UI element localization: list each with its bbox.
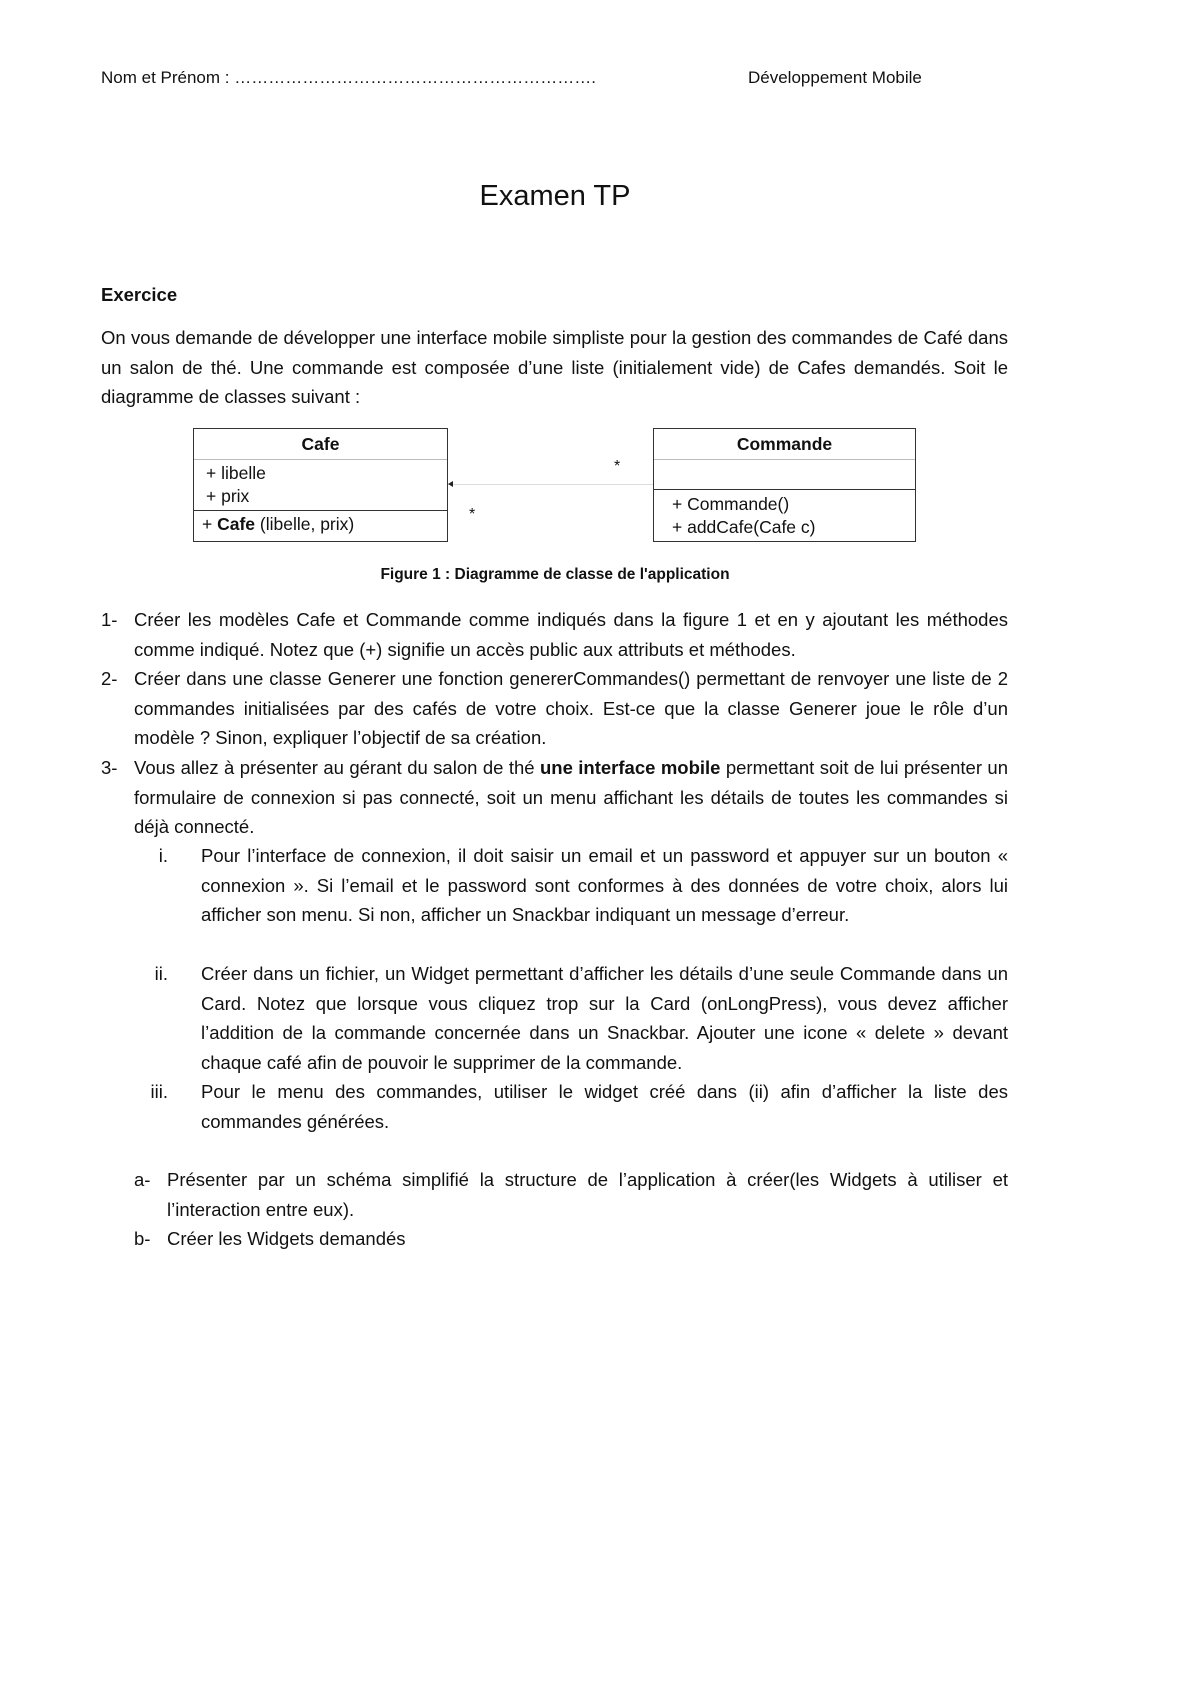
item-text: Créer les modèles Cafe et Commande comme indiqués dans la figure 1 et en y ajoutant les méthodes comme indiqué. Notez que (+) signifie un accès public aux attributs et méthodes. [134,609,1008,660]
arrow-head-icon [448,481,453,487]
task-text: Présenter par un schéma simplifié la structure de l’application à créer(les Widgets à utiliser et l’interaction entre eux). [167,1169,1008,1220]
attributes [194,460,447,510]
bold-text: une interface mobile [539,757,721,778]
method: + addCafe(Cafe c) [672,517,816,537]
subitem-number: iii. [150,1081,168,1102]
methods [654,490,915,541]
class-name: Cafe [194,429,447,460]
subitem-text: Créer dans un fichier, un Widget permettant d’afficher les détails d’une seule Commande dans un Card. Notez que lorsque vous cliquez trop sur la Card (onLongPress), vous devez afficher l’addition de la commande concernée dans un Snackbar. Ajouter une icone « delete » devant chaque café afin de pouvoir le supprimer de la commande. [201,963,1008,1073]
multiplicity: * [614,458,621,475]
page-title: Examen TP [479,180,631,212]
task-number: a- [134,1169,151,1190]
figure-caption: Figure 1 : Diagramme de classe de l'application [380,566,730,583]
method [194,510,447,538]
subitem-number: ii. [154,963,168,984]
item-number: 1- [101,609,118,630]
class-commande [653,428,916,542]
attribute: + prix [206,486,250,506]
name-field-label: Nom et Prénom : ………………………………………………………. [101,68,596,87]
method-prefix: + [202,514,218,534]
intro-paragraph: On vous demande de développer une interface mobile simpliste pour la gestion des commandes de Café dans un salon de thé. Une commande est composée d’une liste (initialement vide) de Cafes demandés. Soit le diagramme de classes suivant : [101,327,1008,407]
attribute: + libelle [206,463,266,483]
subitem-number: i. [158,845,168,866]
text: Vous allez à présenter au gérant du salon de thé [134,757,540,778]
item-text: Créer dans une classe Generer une fonction genererCommandes() permettant de renvoyer une liste de 2 commandes initialisées par des cafés de votre choix. Est-ce que la classe Generer joue le rôle d’un modèle ? Sinon, expliquer l’objectif de sa création. [134,668,1008,748]
method-args: (libelle, prix) [255,514,355,534]
course-name: Développement Mobile [748,68,922,87]
association-line [448,484,653,485]
multiplicity: * [469,506,476,523]
section-heading: Exercice [101,284,178,305]
text: permettant soit de lui présenter un formulaire de connexion si pas connecté, soit un menu affichant les détails de toutes les commandes si déjà connecté. [134,757,1008,837]
item-number: 2- [101,668,118,689]
class-name: Commande [654,429,915,460]
method: + Commande() [672,494,790,514]
task-number: b- [134,1228,151,1249]
method-name: Cafe [217,514,256,534]
task-text: Créer les Widgets demandés [167,1228,406,1249]
item-text [134,753,1008,842]
item-number: 3- [101,757,118,778]
attributes-empty [654,460,915,490]
subitem-text: Pour l’interface de connexion, il doit saisir un email et un password et appuyer sur un bouton « connexion ». Si l’email et le password sont conformes à des données de votre choix, alors lui afficher son menu. Si non, afficher un Snackbar indiquant un message d’erreur. [201,845,1008,925]
subitem-text: Pour le menu des commandes, utiliser le widget créé dans (ii) afin d’afficher la liste des commandes générées. [201,1081,1008,1132]
class-cafe [193,428,448,542]
